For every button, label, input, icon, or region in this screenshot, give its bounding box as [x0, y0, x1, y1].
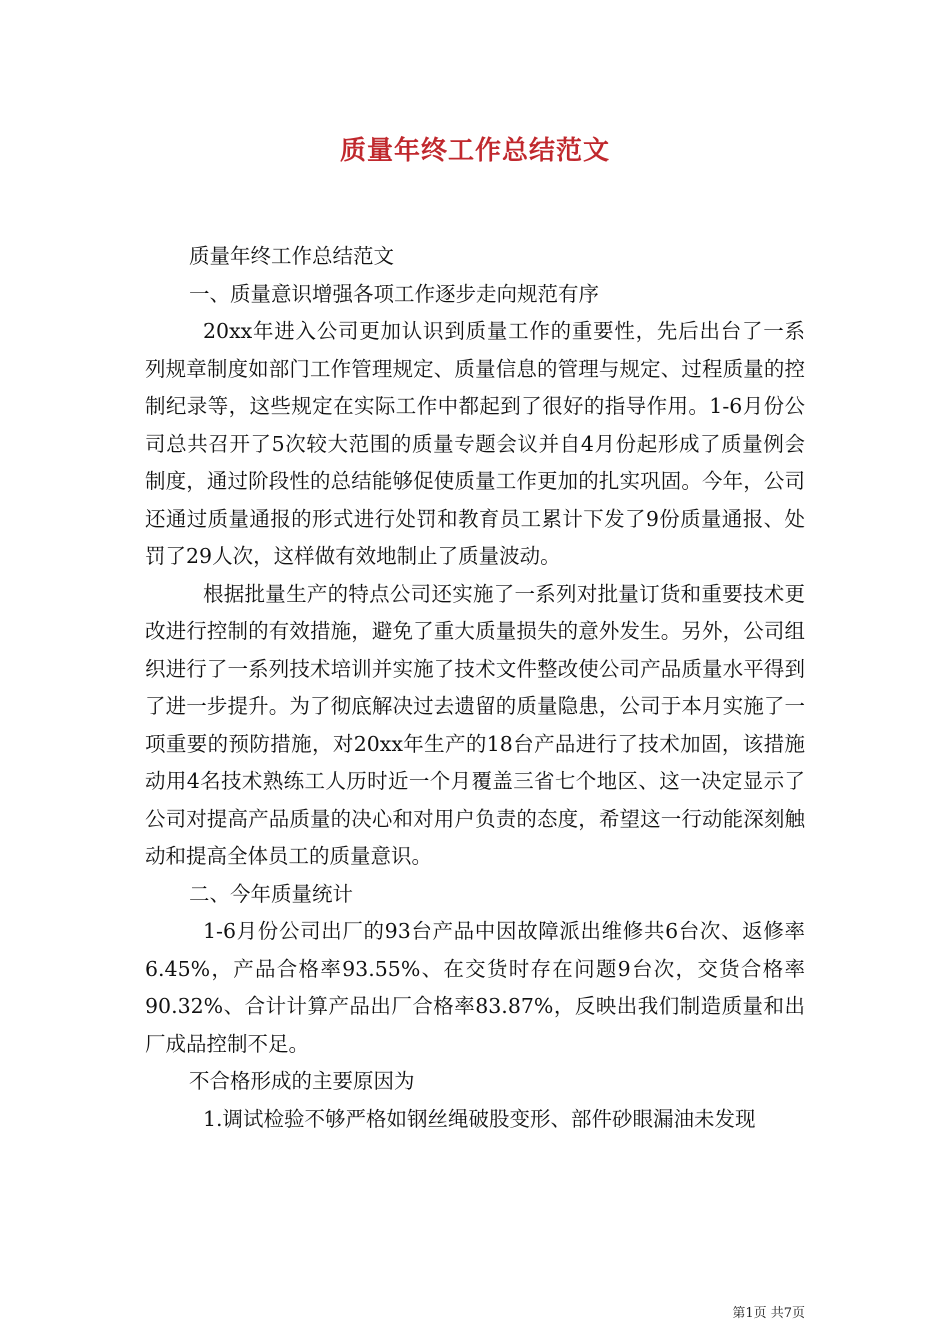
list-item: 1.调试检验不够严格如钢丝绳破股变形、部件砂眼漏油未发现	[203, 1106, 756, 1131]
body-heading: 质量年终工作总结范文	[189, 244, 394, 268]
body-paragraph: 1-6月份公司出厂的93台产品中因故障派出维修共6台次、返修率6.45%，产品合格率93.55%、在交货时存在问题9台次，交货合格率90.32%、合计计算产品出厂合格率83.87%，反映出我们制造质量和出厂成品控制不足。	[145, 919, 805, 1056]
section-heading-2: 二、今年质量统计	[189, 881, 353, 906]
subheading: 不合格形成的主要原因为	[189, 1069, 415, 1093]
section-heading-1: 一、质量意识增强各项工作逐步走向规范有序	[189, 281, 599, 306]
document-body	[145, 238, 805, 1138]
page-number: 第1页 共7页	[732, 1306, 805, 1321]
document-title: 质量年终工作总结范文	[339, 136, 610, 166]
body-paragraph: 根据批量生产的特点公司还实施了一系列对批量订货和重要技术更改进行控制的有效措施，避免了重大质量损失的意外发生。另外，公司组织进行了一系列技术培训并实施了技术文件整改使公司产品质量水平得到了进一步提升。为了彻底解决过去遗留的质量隐患，公司于本月实施了一项重要的预防措施，对20xx年生产的18台产品进行了技术加固，该措施动用4名技术熟练工人历时近一个月覆盖三省七个地区、这一决定显示了公司对提高产品质量的决心和对用户负责的态度，希望这一行动能深刻触动和提高全体员工的质量意识。	[145, 581, 805, 868]
body-paragraph: 20xx年进入公司更加认识到质量工作的重要性，先后出台了一系列规章制度如部门工作管理规定、质量信息的管理与规定、过程质量的控制纪录等，这些规定在实际工作中都起到了很好的指导作用。1-6月份公司总共召开了5次较大范围的质量专题会议并自4月份起形成了质量例会制度，通过阶段性的总结能够促使质量工作更加的扎实巩固。今年，公司还通过质量通报的形式进行处罚和教育员工累计下发了9份质量通报、处罚了29人次，这样做有效地制止了质量波动。	[145, 319, 805, 568]
